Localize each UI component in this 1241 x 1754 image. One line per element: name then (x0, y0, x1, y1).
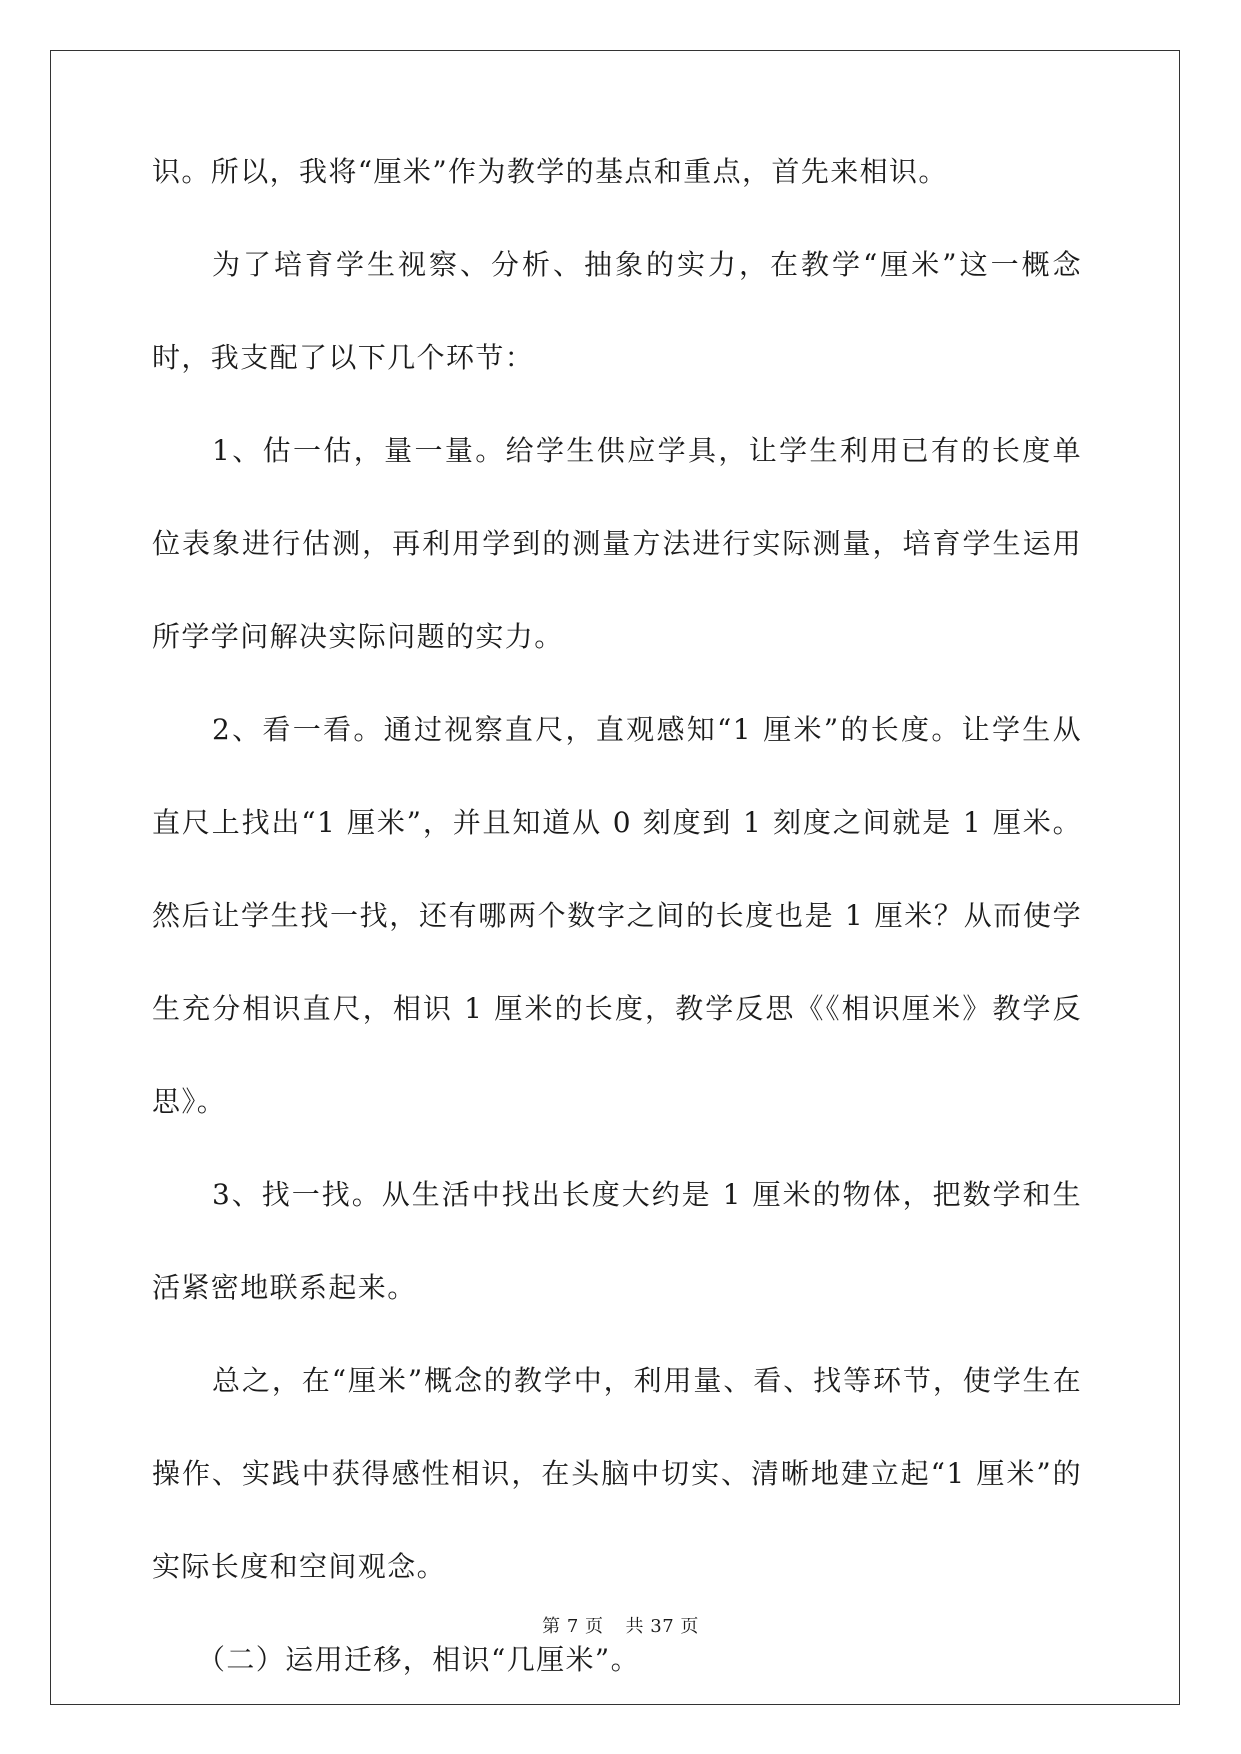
paragraph: 为了培育学生视察、分析、抽象的实力，在教学“厘米”这一概念时，我支配了以下几个环节： (152, 248, 1082, 374)
paragraph: 总之，在“厘米”概念的教学中，利用量、看、找等环节，使学生在操作、实践中获得感性相识，在头脑中切实、清晰地建立起“1 厘米”的实际长度和空间观念。 (152, 1364, 1082, 1583)
page-footer (0, 1612, 1241, 1638)
page-total: 共 37 页 (625, 1616, 699, 1637)
paragraph: 3、找一找。从生活中找出长度大约是 1 厘米的物体，把数学和生活紧密地联系起来。 (152, 1178, 1082, 1304)
paragraph: 2、看一看。通过视察直尺，直观感知“1 厘米”的长度。让学生从直尺上找出“1 厘米”，并且知道从 0 刻度到 1 刻度之间就是 1 厘米。然后让学生找一找，还有哪两个数字之间的长度也是 1 厘米？从而使学生充分相识直尺，相识 1 厘米的长度，教学反思《《相识厘米》教学反思》。 (152, 713, 1082, 1118)
document-body (152, 150, 1082, 1706)
paragraph: 1、估一估，量一量。给学生供应学具，让学生利用已有的长度单位表象进行估测，再利用学到的测量方法进行实际测量，培育学生运用所学学问解决实际问题的实力。 (152, 434, 1082, 653)
page-number: 第 7 页 (542, 1616, 604, 1637)
section-heading: （二）运用迁移，相识“几厘米”。 (197, 1643, 641, 1676)
paragraph-continuation: 识。所以，我将“厘米”作为教学的基点和重点，首先来相识。 (152, 155, 948, 188)
